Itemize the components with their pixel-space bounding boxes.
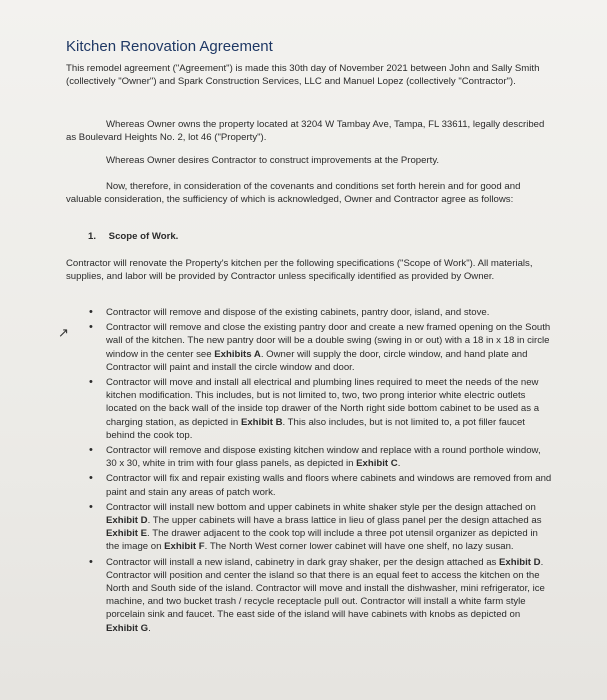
scope-item-text: Contractor will fix and repair existing walls and floors where cabinets and windows are removed from and paint and stain any areas of patch work.: [106, 473, 552, 498]
bullet-icon: •: [89, 376, 93, 389]
margin-arrow-icon: ↗: [58, 325, 69, 340]
bullet-icon: •: [89, 472, 93, 485]
exhibit-reference: Exhibit D: [499, 556, 541, 568]
scope-item: [86, 306, 552, 319]
bullet-icon: •: [89, 321, 93, 334]
exhibit-reference: Exhibit G: [106, 622, 149, 634]
scope-item-text: .: [397, 458, 401, 470]
whereas-property-paragraph: Whereas Owner owns the property located at 3204 W Tambay Ave, Tampa, FL 33611, legally described as Boulevard Heights No. 2, lot 46 ("Property").: [66, 119, 545, 144]
scope-of-work-paragraph: Contractor will renovate the Property's kitchen per the following specifications ("Scope of Work"). All materials, supplies, and labor will be provided by Contractor unless specifically identified as provided by Owner.: [66, 258, 533, 283]
bullet-icon: •: [89, 500, 93, 513]
bullet-icon: •: [89, 306, 93, 318]
exhibit-reference: Exhibit C: [356, 458, 398, 470]
bullet-icon: •: [89, 555, 93, 568]
scope-item-text: Contractor will install a new island, cabinetry in dark gray shaker, per the design attached as: [106, 556, 500, 568]
scope-item: [86, 444, 552, 470]
exhibit-reference: Exhibit F: [164, 541, 205, 553]
scope-item-text: . The upper cabinets will have a brass lattice in lieu of glass panel per the design attached as: [147, 515, 542, 527]
scope-item: [86, 321, 552, 374]
scope-item-text: . Contractor will position and center the island so that there is an equal feet to access the kitchen on the North and South side of the island. Contractor will move and install the dishwasher, mini refrigerator, ice machine, and two bucket trash / recycle receptacle pull out. Contractor will install a white farm style porcelain sink and faucet. The east side of the island will have cabinets with knobs as depicted on: [106, 556, 545, 621]
exhibit-reference: Exhibits A: [214, 348, 261, 360]
exhibit-reference: Exhibit B: [240, 416, 283, 428]
scope-item-text: .: [148, 622, 151, 634]
document-title: Kitchen Renovation Agreement: [66, 38, 273, 55]
scope-item-text: Contractor will install new bottom and upper cabinets in white shaker style per the design attached on: [106, 501, 536, 513]
scope-item: [86, 556, 552, 635]
scope-items-list: [86, 306, 552, 637]
bullet-icon: •: [89, 444, 93, 457]
exhibit-reference: Exhibit D: [106, 515, 148, 527]
scope-item: [86, 501, 552, 554]
scope-item-text: Contractor will remove and dispose of the existing cabinets, pantry door, island, and stove.: [106, 307, 490, 318]
scope-item-text: Contractor will remove and close the existing pantry door and create a new framed opening on the South wall of the kitchen. The new pantry door will be a double swing (swing in or out) with a 18 in x 18 in circle window in the center see: [106, 322, 551, 360]
intro-paragraph: This remodel agreement ("Agreement") is made this 30th day of November 2021 between John and Sally Smith (collectively "Owner") and Spark Construction Services, LLC and Manuel Lopez (collectively "Contractor").: [66, 63, 540, 88]
scope-item: [86, 472, 552, 498]
scope-item-text: . Owner will supply the door, circle window, and hand plate and Contractor will paint and install the circle window and door.: [106, 348, 528, 373]
scope-item-text: Contractor will remove and dispose existing kitchen window and replace with a round porthole window, 30 x 30, white in trim with four glass panels, as depicted in: [106, 445, 541, 470]
scope-item-text: . The North West corner lower cabinet will have one shelf, no lazy susan.: [204, 541, 514, 553]
section-1-title: Scope of Work.: [108, 231, 179, 242]
whereas-desire-paragraph: Whereas Owner desires Contractor to construct improvements at the Property.: [106, 155, 440, 166]
now-therefore-paragraph: Now, therefore, in consideration of the covenants and conditions set forth herein and for good and valuable consideration, the sufficiency of which is acknowledged, Owner and Contractor agree as follows:: [66, 181, 521, 206]
scope-item: [86, 376, 552, 442]
section-1-number: 1.: [88, 231, 97, 242]
scope-item-text: . The drawer adjacent to the cook top will include a three pot utensil organizer as depicted in the image on: [106, 528, 538, 553]
scope-item-text: Contractor will move and install all electrical and plumbing lines required to meet the needs of the new kitchen modification. This includes, but is not limited to, two, two prong interior white electric outlets located on the back wall of the inside top drawer of the North right side bottom cabinet to be used as a charging station, as depicted in: [106, 377, 540, 428]
section-1-heading: [88, 231, 178, 242]
exhibit-reference: Exhibit E: [106, 528, 148, 540]
scope-item-text: . This also includes, but is not limited to, a pot filler faucet behind the cook top.: [106, 416, 525, 441]
